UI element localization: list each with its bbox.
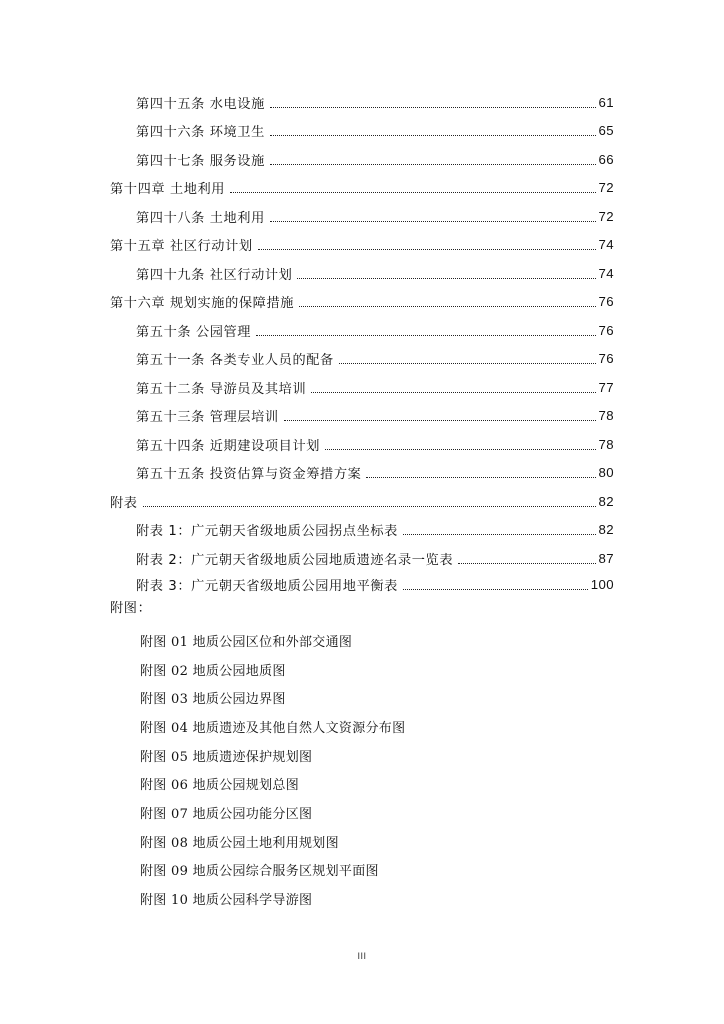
toc-entry-label: 第四十八条 土地利用	[136, 210, 265, 226]
figure-list-item: 附图 03 地质公园边界图	[140, 692, 286, 708]
toc-entry-label: 附表	[110, 495, 138, 511]
dot-leader	[143, 494, 596, 507]
toc-entry[interactable]	[0, 544, 724, 573]
toc-page-number: 74	[598, 237, 614, 253]
toc-entry[interactable]	[0, 516, 724, 545]
toc-page-number: 78	[598, 408, 614, 424]
toc-page-number: 82	[598, 522, 614, 538]
toc-entry-label: 附表 2：广元朝天省级地质公园地质遗迹名录一览表	[136, 552, 454, 568]
toc-entry[interactable]	[0, 402, 724, 431]
dot-leader	[339, 351, 596, 364]
toc-entry[interactable]	[0, 316, 724, 345]
table-of-contents	[0, 88, 724, 597]
toc-entry-label: 第五十条 公园管理	[136, 324, 252, 340]
figure-list-item: 附图 08 地质公园土地利用规划图	[140, 835, 339, 851]
toc-entry[interactable]	[0, 259, 724, 288]
toc-entry-label: 第四十六条 环境卫生	[136, 125, 265, 141]
dot-leader	[325, 437, 596, 450]
page-number-footer: III	[357, 951, 367, 961]
toc-page-number: 74	[598, 265, 614, 281]
dot-leader	[284, 408, 596, 421]
toc-page-number: 80	[598, 465, 614, 481]
toc-entry[interactable]	[0, 117, 724, 146]
dot-leader	[270, 152, 596, 165]
toc-page-number: 100	[590, 577, 614, 592]
toc-entry-label: 第五十三条 管理层培训	[136, 410, 279, 426]
toc-entry[interactable]	[0, 345, 724, 374]
toc-entry-label: 第四十九条 社区行动计划	[136, 267, 293, 283]
dot-leader	[270, 123, 596, 136]
figure-list-item: 附图 10 地质公园科学导游图	[140, 893, 313, 909]
toc-entry-label: 附表 3：广元朝天省级地质公园用地平衡表	[136, 579, 398, 594]
dot-leader	[270, 209, 596, 222]
figure-list-item: 附图 06 地质公园规划总图	[140, 778, 300, 794]
toc-entry[interactable]	[0, 145, 724, 174]
dot-leader	[366, 465, 595, 478]
dot-leader	[258, 237, 596, 250]
toc-page-number: 65	[598, 123, 614, 139]
toc-page-number: 77	[598, 379, 614, 395]
toc-entry-label: 第四十五条 水电设施	[136, 96, 265, 112]
toc-entry[interactable]	[0, 202, 724, 231]
toc-entry-label: 第十四章 土地利用	[110, 182, 226, 198]
toc-entry-label: 第五十四条 近期建设项目计划	[136, 438, 321, 454]
figures-list	[140, 626, 405, 913]
toc-entry-label: 第四十七条 服务设施	[136, 153, 265, 169]
toc-entry-label: 第十六章 规划实施的保障措施	[110, 296, 295, 312]
toc-entry[interactable]	[0, 430, 724, 459]
dot-leader	[403, 522, 596, 535]
toc-entry-label: 第五十二条 导游员及其培训	[136, 381, 307, 397]
toc-page-number: 76	[598, 351, 614, 367]
figure-list-item: 附图 09 地质公园综合服务区规划平面图	[140, 864, 379, 880]
toc-page-number: 82	[598, 493, 614, 509]
figure-list-item: 附图 02 地质公园地质图	[140, 663, 286, 679]
toc-entry-label: 第五十五条 投资估算与资金筹措方案	[136, 467, 362, 483]
toc-page-number: 72	[598, 208, 614, 224]
toc-page-number: 66	[598, 151, 614, 167]
toc-entry-label: 附表 1：广元朝天省级地质公园拐点坐标表	[136, 524, 398, 540]
toc-page-number: 76	[598, 322, 614, 338]
figure-list-item: 附图 05 地质遗迹保护规划图	[140, 749, 313, 765]
toc-page-number: 72	[598, 180, 614, 196]
dot-leader	[458, 551, 595, 564]
toc-chapter-entry[interactable]	[0, 288, 724, 317]
toc-entry-label: 第十五章 社区行动计划	[110, 239, 253, 255]
toc-page-number: 76	[598, 294, 614, 310]
dot-leader	[270, 95, 596, 108]
toc-page-number: 87	[598, 550, 614, 566]
toc-entry[interactable]	[0, 573, 724, 597]
dot-leader	[230, 180, 595, 193]
toc-entry[interactable]	[0, 373, 724, 402]
figure-list-item: 附图 07 地质公园功能分区图	[140, 806, 313, 822]
dot-leader	[299, 294, 596, 307]
toc-page-number: 78	[598, 436, 614, 452]
toc-entry[interactable]	[0, 459, 724, 488]
figure-list-item: 附图 01 地质公园区位和外部交通图	[140, 634, 353, 650]
toc-entry[interactable]	[0, 88, 724, 117]
dot-leader	[311, 380, 595, 393]
dot-leader	[403, 577, 588, 590]
toc-chapter-entry[interactable]	[0, 231, 724, 260]
toc-chapter-entry[interactable]	[0, 174, 724, 203]
figures-heading: 附图：	[110, 601, 152, 616]
figure-list-item: 附图 04 地质遗迹及其他自然人文资源分布图	[140, 720, 406, 736]
toc-entry-label: 第五十一条 各类专业人员的配备	[136, 353, 334, 369]
toc-page-number: 61	[598, 94, 614, 110]
dot-leader	[256, 323, 595, 336]
toc-chapter-entry[interactable]	[0, 487, 724, 516]
dot-leader	[297, 266, 595, 279]
